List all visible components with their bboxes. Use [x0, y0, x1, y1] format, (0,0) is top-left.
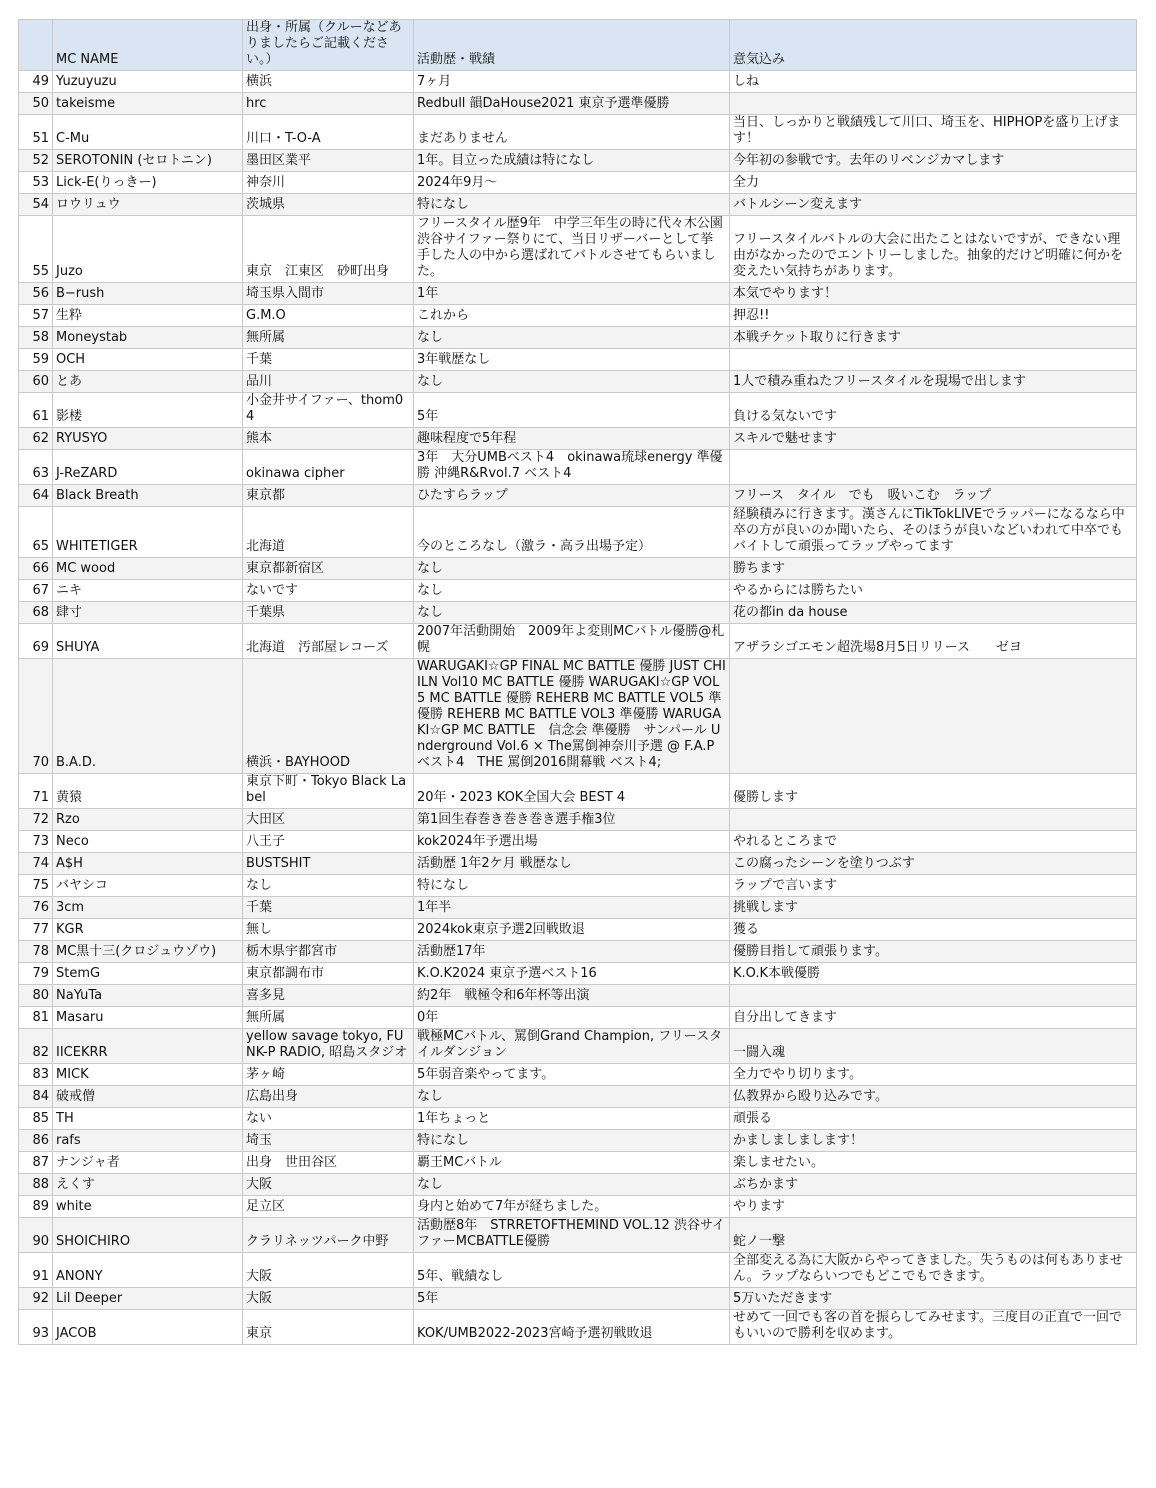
- cell-history: KOK/UMB2022-2023宮崎予選初戦敗退: [414, 1310, 730, 1345]
- cell-affiliation: 大田区: [243, 809, 414, 831]
- cell-history: これから: [414, 305, 730, 327]
- cell-mc-name: Yuzuyuzu: [53, 71, 243, 93]
- cell-motivation: フリースタイルバトルの大会に出たことはないですが、できない理由がなかったのでエントリーしました。抽象的だけど明確に何かを変えたい気持ちがあります。: [730, 216, 1137, 283]
- cell-motivation: 経験積みに行きます。漢さんにTikTokLIVEでラッパーになるなら中卒の方が良いのか聞いたら、そのほうが良いなどいわれて中卒でもバイトして頑張ってラップやってます: [730, 507, 1137, 558]
- cell-mc-name: 黄猿: [53, 774, 243, 809]
- table-header: [19, 20, 1137, 71]
- cell-motivation: 勝ちます: [730, 558, 1137, 580]
- table-row: [19, 172, 1137, 194]
- cell-motivation: 楽しませたい。: [730, 1152, 1137, 1174]
- table-row: [19, 1152, 1137, 1174]
- cell-motivation: 全部変える為に大阪からやってきました。失うものは何もありません。ラップならいつでもどこでもできます。: [730, 1253, 1137, 1288]
- cell-mc-name: MC黒十三(クロジュウゾウ): [53, 941, 243, 963]
- cell-history: 3年 大分UMBベスト4 okinawa琉球energy 準優勝 沖縄R&Rvol.7 ベスト4: [414, 450, 730, 485]
- cell-motivation: フリース タイル でも 吸いこむ ラップ: [730, 485, 1137, 507]
- cell-history: 特になし: [414, 194, 730, 216]
- cell-mc-name: B.A.D.: [53, 659, 243, 774]
- cell-history: なし: [414, 580, 730, 602]
- cell-mc-name: takeisme: [53, 93, 243, 115]
- cell-affiliation: 千葉: [243, 897, 414, 919]
- table-row: [19, 1007, 1137, 1029]
- cell-affiliation: 北海道 汚部屋レコーズ: [243, 624, 414, 659]
- cell-history: 2024kok東京予選2回戦敗退: [414, 919, 730, 941]
- cell-affiliation: クラリネッツパーク中野: [243, 1218, 414, 1253]
- cell-mc-name: WHITETIGER: [53, 507, 243, 558]
- cell-number: 83: [19, 1064, 53, 1086]
- table-row: [19, 941, 1137, 963]
- cell-mc-name: 影楼: [53, 393, 243, 428]
- cell-number: 89: [19, 1196, 53, 1218]
- cell-mc-name: 生粋: [53, 305, 243, 327]
- cell-affiliation: 千葉県: [243, 602, 414, 624]
- cell-affiliation: 小金井サイファー、thom04: [243, 393, 414, 428]
- cell-history: 5年弱音楽やってます。: [414, 1064, 730, 1086]
- table-row: [19, 1108, 1137, 1130]
- cell-mc-name: OCH: [53, 349, 243, 371]
- table-row: [19, 580, 1137, 602]
- cell-affiliation: 神奈川: [243, 172, 414, 194]
- table-row: [19, 875, 1137, 897]
- cell-motivation: 自分出してきます: [730, 1007, 1137, 1029]
- cell-mc-name: SHUYA: [53, 624, 243, 659]
- cell-history: 活動歴8年 STRRETOFTHEMIND VOL.12 渋谷サイファーMCBATTLE優勝: [414, 1218, 730, 1253]
- cell-history: 活動歴17年: [414, 941, 730, 963]
- table-row: [19, 1174, 1137, 1196]
- cell-mc-name: 3cm: [53, 897, 243, 919]
- cell-history: まだありません: [414, 115, 730, 150]
- cell-affiliation: 東京: [243, 1310, 414, 1345]
- cell-number: 82: [19, 1029, 53, 1064]
- cell-mc-name: NaYuTa: [53, 985, 243, 1007]
- cell-mc-name: TH: [53, 1108, 243, 1130]
- header-history: 活動歴・戦績: [414, 20, 730, 71]
- cell-history: K.O.K2024 東京予選ベスト16: [414, 963, 730, 985]
- cell-affiliation: 喜多見: [243, 985, 414, 1007]
- cell-number: 58: [19, 327, 53, 349]
- cell-history: 1年半: [414, 897, 730, 919]
- cell-affiliation: 大阪: [243, 1288, 414, 1310]
- cell-mc-name: JACOB: [53, 1310, 243, 1345]
- header-mc-name: MC NAME: [53, 20, 243, 71]
- cell-motivation: やります: [730, 1196, 1137, 1218]
- cell-history: 約2年 戦極令和6年杯等出演: [414, 985, 730, 1007]
- cell-motivation: 一闘入魂: [730, 1029, 1137, 1064]
- cell-number: 84: [19, 1086, 53, 1108]
- cell-number: 78: [19, 941, 53, 963]
- cell-affiliation: 東京都調布市: [243, 963, 414, 985]
- cell-motivation: [730, 985, 1137, 1007]
- cell-motivation: この腐ったシーンを塗りつぶす: [730, 853, 1137, 875]
- table-row: [19, 897, 1137, 919]
- cell-motivation: アザラシゴエモン超洗場8月5日リリース ゼヨ: [730, 624, 1137, 659]
- cell-motivation: せめて一回でも客の首を振らしてみせます。三度目の正直で一回でもいいので勝利を収めます。: [730, 1310, 1137, 1345]
- cell-mc-name: バヤシコ: [53, 875, 243, 897]
- cell-affiliation: 茨城県: [243, 194, 414, 216]
- table-row: [19, 853, 1137, 875]
- cell-number: 72: [19, 809, 53, 831]
- cell-number: 61: [19, 393, 53, 428]
- cell-history: 身内と始めて7年が経ちました。: [414, 1196, 730, 1218]
- cell-motivation: 蛇ノ一撃: [730, 1218, 1137, 1253]
- cell-number: 62: [19, 428, 53, 450]
- table-row: [19, 485, 1137, 507]
- cell-number: 75: [19, 875, 53, 897]
- cell-history: 20年・2023 KOK全国大会 BEST 4: [414, 774, 730, 809]
- cell-motivation: やるからには勝ちたい: [730, 580, 1137, 602]
- cell-mc-name: B−rush: [53, 283, 243, 305]
- cell-number: 49: [19, 71, 53, 93]
- cell-number: 57: [19, 305, 53, 327]
- table-row: [19, 428, 1137, 450]
- table-row: [19, 93, 1137, 115]
- cell-motivation: [730, 349, 1137, 371]
- cell-history: 1年。目立った成績は特になし: [414, 150, 730, 172]
- cell-mc-name: SEROTONIN (セロトニン): [53, 150, 243, 172]
- cell-number: 76: [19, 897, 53, 919]
- header-number: [19, 20, 53, 71]
- cell-number: 66: [19, 558, 53, 580]
- cell-history: 5年: [414, 1288, 730, 1310]
- cell-motivation: 仏教界から殴り込みです。: [730, 1086, 1137, 1108]
- cell-history: WARUGAKI☆GP FINAL MC BATTLE 優勝 JUST CHIILN Vol10 MC BATTLE 優勝 WARUGAKI☆GP VOL5 MC BATTLE 優勝 REHERB MC BATTLE VOL5 準優勝 REHERB MC BATTLE VOL3 準優勝 WARUGAKI☆GP MC BATTLE 信念会 準優勝 サンパール Underground Vol.6 × The罵倒神奈川予選 @ F.A.P ベスト4 THE 罵倒2016開幕戦 ベスト4;: [414, 659, 730, 774]
- cell-number: 80: [19, 985, 53, 1007]
- cell-number: 70: [19, 659, 53, 774]
- cell-affiliation: 東京都: [243, 485, 414, 507]
- cell-motivation: 優勝します: [730, 774, 1137, 809]
- table-row: [19, 1310, 1137, 1345]
- cell-number: 87: [19, 1152, 53, 1174]
- cell-mc-name: ロウリュウ: [53, 194, 243, 216]
- cell-motivation: 全力でやり切ります。: [730, 1064, 1137, 1086]
- cell-mc-name: white: [53, 1196, 243, 1218]
- cell-mc-name: SHOICHIRO: [53, 1218, 243, 1253]
- cell-motivation: スキルで魅せます: [730, 428, 1137, 450]
- cell-motivation: [730, 93, 1137, 115]
- cell-history: 趣味程度で5年程: [414, 428, 730, 450]
- cell-history: 2007年活動開始 2009年よ変則MCバトル優勝@札幌: [414, 624, 730, 659]
- cell-mc-name: Rzo: [53, 809, 243, 831]
- cell-history: 5年: [414, 393, 730, 428]
- cell-history: なし: [414, 1086, 730, 1108]
- cell-number: 63: [19, 450, 53, 485]
- cell-number: 88: [19, 1174, 53, 1196]
- cell-history: 7ヶ月: [414, 71, 730, 93]
- cell-affiliation: 墨田区業平: [243, 150, 414, 172]
- cell-number: 67: [19, 580, 53, 602]
- cell-affiliation: 北海道: [243, 507, 414, 558]
- cell-number: 92: [19, 1288, 53, 1310]
- header-motivation: 意気込み: [730, 20, 1137, 71]
- cell-affiliation: 出身 世田谷区: [243, 1152, 414, 1174]
- cell-history: 第1回生春巻き巻き巻き選手権3位: [414, 809, 730, 831]
- cell-mc-name: A$H: [53, 853, 243, 875]
- header-affiliation: 出身・所属（クルーなどありましたらご記載ください。）: [243, 20, 414, 71]
- cell-mc-name: 肆寸: [53, 602, 243, 624]
- table-row: [19, 831, 1137, 853]
- cell-affiliation: 広島出身: [243, 1086, 414, 1108]
- table-row: [19, 507, 1137, 558]
- cell-affiliation: hrc: [243, 93, 414, 115]
- cell-mc-name: RYUSYO: [53, 428, 243, 450]
- table-row: [19, 1029, 1137, 1064]
- table-row: [19, 283, 1137, 305]
- table-row: [19, 216, 1137, 283]
- cell-mc-name: ナンジャ者: [53, 1152, 243, 1174]
- cell-motivation: K.O.K本戦優勝: [730, 963, 1137, 985]
- cell-mc-name: 破戒僧: [53, 1086, 243, 1108]
- cell-number: 54: [19, 194, 53, 216]
- table-row: [19, 602, 1137, 624]
- cell-number: 64: [19, 485, 53, 507]
- table-row: [19, 774, 1137, 809]
- cell-affiliation: 埼玉: [243, 1130, 414, 1152]
- cell-history: 2024年9月〜: [414, 172, 730, 194]
- cell-affiliation: 栃木県宇都宮市: [243, 941, 414, 963]
- cell-number: 69: [19, 624, 53, 659]
- cell-history: 5年、戦績なし: [414, 1253, 730, 1288]
- cell-motivation: 花の都in da house: [730, 602, 1137, 624]
- cell-history: 覇王MCバトル: [414, 1152, 730, 1174]
- cell-motivation: [730, 450, 1137, 485]
- cell-affiliation: ない: [243, 1108, 414, 1130]
- cell-mc-name: KGR: [53, 919, 243, 941]
- cell-affiliation: 茅ヶ崎: [243, 1064, 414, 1086]
- cell-affiliation: BUSTSHIT: [243, 853, 414, 875]
- table-row: [19, 115, 1137, 150]
- table-row: [19, 305, 1137, 327]
- cell-number: 85: [19, 1108, 53, 1130]
- cell-number: 81: [19, 1007, 53, 1029]
- table-row: [19, 1130, 1137, 1152]
- table-row: [19, 1086, 1137, 1108]
- cell-history: 1年ちょっと: [414, 1108, 730, 1130]
- table-row: [19, 809, 1137, 831]
- table-row: [19, 919, 1137, 941]
- table-row: [19, 327, 1137, 349]
- cell-motivation: 今年初の参戦です。去年のリベンジカマします: [730, 150, 1137, 172]
- cell-mc-name: Masaru: [53, 1007, 243, 1029]
- cell-affiliation: 大阪: [243, 1253, 414, 1288]
- cell-number: 68: [19, 602, 53, 624]
- cell-number: 74: [19, 853, 53, 875]
- table-body: [19, 71, 1137, 1345]
- cell-number: 65: [19, 507, 53, 558]
- cell-number: 59: [19, 349, 53, 371]
- cell-history: Redbull 韻DaHouse2021 東京予選準優勝: [414, 93, 730, 115]
- cell-affiliation: 八王子: [243, 831, 414, 853]
- cell-affiliation: 千葉: [243, 349, 414, 371]
- cell-number: 91: [19, 1253, 53, 1288]
- cell-history: フリースタイル歴9年 中学三年生の時に代々木公園渋谷サイファー祭りにて、当日リザーバーとして挙手した人の中から選ばれてバトルさせてもらいました。: [414, 216, 730, 283]
- cell-mc-name: Lick-E(りっきー): [53, 172, 243, 194]
- entry-table: [18, 19, 1137, 1345]
- cell-motivation: 挑戦します: [730, 897, 1137, 919]
- cell-motivation: しね: [730, 71, 1137, 93]
- cell-history: 1年: [414, 283, 730, 305]
- cell-affiliation: なし: [243, 875, 414, 897]
- table-row: [19, 150, 1137, 172]
- cell-motivation: ラップで言います: [730, 875, 1137, 897]
- cell-mc-name: ニキ: [53, 580, 243, 602]
- cell-number: 86: [19, 1130, 53, 1152]
- cell-affiliation: 無所属: [243, 327, 414, 349]
- cell-history: なし: [414, 371, 730, 393]
- cell-history: 特になし: [414, 1130, 730, 1152]
- cell-history: kok2024年予選出場: [414, 831, 730, 853]
- cell-number: 60: [19, 371, 53, 393]
- cell-motivation: バトルシーン変えます: [730, 194, 1137, 216]
- cell-affiliation: 熊本: [243, 428, 414, 450]
- table-row: [19, 1064, 1137, 1086]
- cell-affiliation: 東京下町・Tokyo Black Label: [243, 774, 414, 809]
- table-row: [19, 1288, 1137, 1310]
- cell-history: 0年: [414, 1007, 730, 1029]
- table-row: [19, 393, 1137, 428]
- cell-history: 特になし: [414, 875, 730, 897]
- cell-mc-name: とあ: [53, 371, 243, 393]
- cell-mc-name: IICEKRR: [53, 1029, 243, 1064]
- cell-affiliation: yellow savage tokyo, FUNK-P RADIO, 昭島スタジオ: [243, 1029, 414, 1064]
- cell-motivation: 押忍!!: [730, 305, 1137, 327]
- table-row: [19, 985, 1137, 1007]
- cell-number: 90: [19, 1218, 53, 1253]
- cell-affiliation: 埼玉県入間市: [243, 283, 414, 305]
- cell-mc-name: StemG: [53, 963, 243, 985]
- cell-history: ひたすらラップ: [414, 485, 730, 507]
- cell-number: 52: [19, 150, 53, 172]
- cell-number: 55: [19, 216, 53, 283]
- cell-motivation: 全力: [730, 172, 1137, 194]
- cell-mc-name: えくす: [53, 1174, 243, 1196]
- cell-motivation: [730, 659, 1137, 774]
- cell-number: 77: [19, 919, 53, 941]
- cell-history: 今のところなし（激ラ・高ラ出場予定）: [414, 507, 730, 558]
- cell-number: 56: [19, 283, 53, 305]
- cell-motivation: 5万いただきます: [730, 1288, 1137, 1310]
- cell-mc-name: Lil Deeper: [53, 1288, 243, 1310]
- table-row: [19, 371, 1137, 393]
- cell-motivation: 優勝目指して頑張ります。: [730, 941, 1137, 963]
- table-row: [19, 624, 1137, 659]
- cell-affiliation: 無し: [243, 919, 414, 941]
- cell-history: なし: [414, 1174, 730, 1196]
- cell-mc-name: MC wood: [53, 558, 243, 580]
- cell-mc-name: C-Mu: [53, 115, 243, 150]
- cell-motivation: 本気でやります！: [730, 283, 1137, 305]
- cell-motivation: 当日、しっかりと戦績残して川口、埼玉を、HIPHOPを盛り上げます！: [730, 115, 1137, 150]
- table-row: [19, 1196, 1137, 1218]
- cell-mc-name: Black Breath: [53, 485, 243, 507]
- cell-number: 51: [19, 115, 53, 150]
- cell-number: 73: [19, 831, 53, 853]
- cell-history: なし: [414, 327, 730, 349]
- header-row: [19, 20, 1137, 71]
- cell-affiliation: 横浜・BAYHOOD: [243, 659, 414, 774]
- cell-motivation: 獲る: [730, 919, 1137, 941]
- cell-mc-name: rafs: [53, 1130, 243, 1152]
- cell-mc-name: J-ReZARD: [53, 450, 243, 485]
- cell-affiliation: G.M.O: [243, 305, 414, 327]
- table-row: [19, 558, 1137, 580]
- cell-motivation: やれるところまで: [730, 831, 1137, 853]
- cell-number: 71: [19, 774, 53, 809]
- cell-affiliation: okinawa cipher: [243, 450, 414, 485]
- cell-motivation: かましましまします！: [730, 1130, 1137, 1152]
- table-row: [19, 1218, 1137, 1253]
- cell-number: 93: [19, 1310, 53, 1345]
- cell-motivation: 本戦チケット取りに行きます: [730, 327, 1137, 349]
- cell-affiliation: 品川: [243, 371, 414, 393]
- cell-affiliation: ないです: [243, 580, 414, 602]
- cell-motivation: 負ける気ないです: [730, 393, 1137, 428]
- cell-history: 戦極MCバトル、罵倒Grand Champion, フリースタイルダンジョン: [414, 1029, 730, 1064]
- cell-motivation: ぶちかます: [730, 1174, 1137, 1196]
- table-row: [19, 194, 1137, 216]
- cell-motivation: [730, 809, 1137, 831]
- table-row: [19, 659, 1137, 774]
- cell-history: 3年戦歴なし: [414, 349, 730, 371]
- cell-mc-name: Juzo: [53, 216, 243, 283]
- table-row: [19, 71, 1137, 93]
- cell-affiliation: 東京都新宿区: [243, 558, 414, 580]
- cell-affiliation: 無所属: [243, 1007, 414, 1029]
- cell-mc-name: Moneystab: [53, 327, 243, 349]
- cell-mc-name: MICK: [53, 1064, 243, 1086]
- cell-number: 53: [19, 172, 53, 194]
- table-row: [19, 963, 1137, 985]
- cell-history: なし: [414, 558, 730, 580]
- cell-number: 79: [19, 963, 53, 985]
- table-row: [19, 349, 1137, 371]
- cell-affiliation: 東京 江東区 砂町出身: [243, 216, 414, 283]
- table-row: [19, 450, 1137, 485]
- cell-affiliation: 横浜: [243, 71, 414, 93]
- cell-history: 活動歴 1年2ケ月 戦歴なし: [414, 853, 730, 875]
- cell-mc-name: ANONY: [53, 1253, 243, 1288]
- cell-affiliation: 大阪: [243, 1174, 414, 1196]
- cell-motivation: 1人で積み重ねたフリースタイルを現場で出します: [730, 371, 1137, 393]
- cell-motivation: 頑張る: [730, 1108, 1137, 1130]
- cell-affiliation: 川口・T-O-A: [243, 115, 414, 150]
- table-row: [19, 1253, 1137, 1288]
- cell-mc-name: Neco: [53, 831, 243, 853]
- cell-affiliation: 足立区: [243, 1196, 414, 1218]
- cell-number: 50: [19, 93, 53, 115]
- cell-history: なし: [414, 602, 730, 624]
